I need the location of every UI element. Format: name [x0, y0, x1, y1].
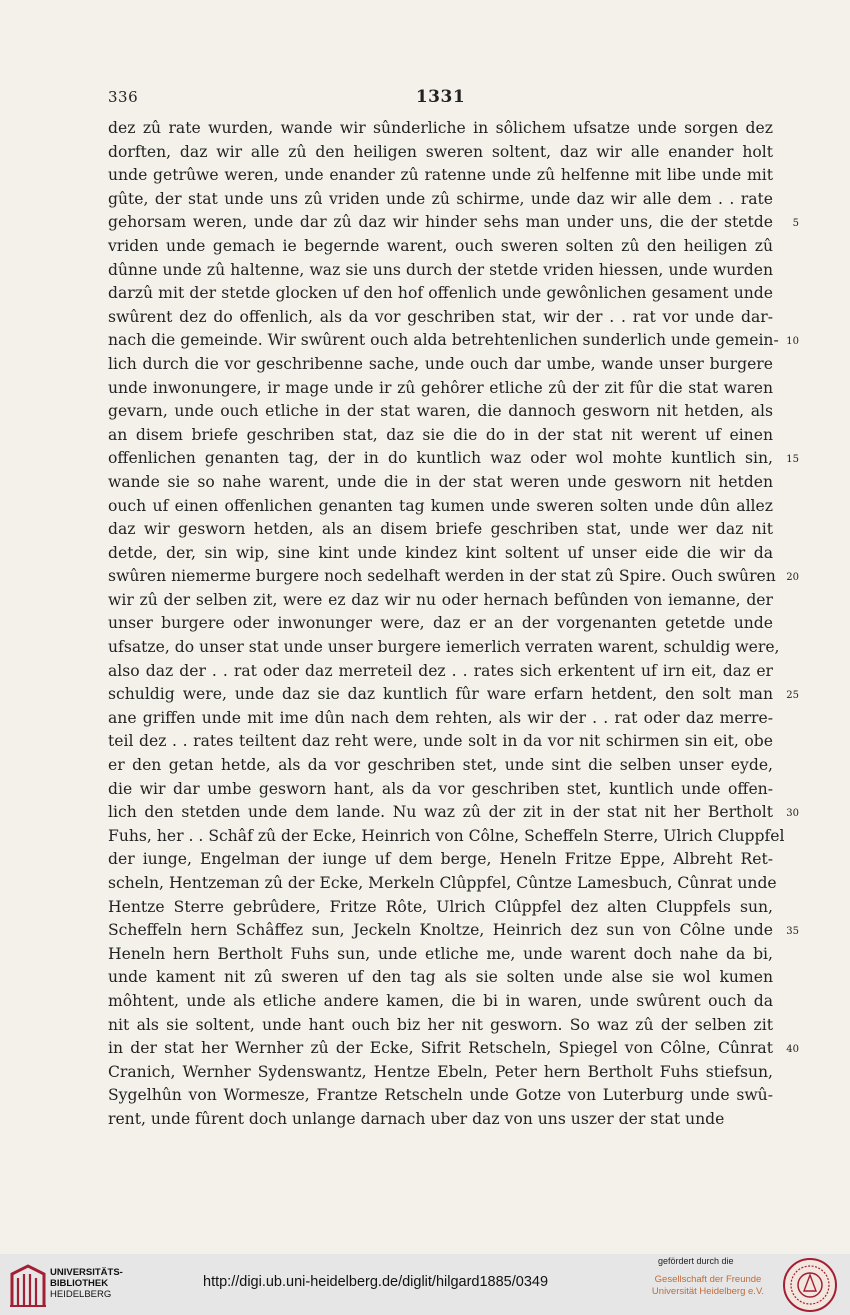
text-line-content: also daz der . . rat oder daz merreteil dez . . rates sich erkentent uf irn eit, daz er — [108, 661, 773, 680]
text-line-content: an disem briefe geschriben stat, daz sie die do in der stat nit werent uf einen — [108, 425, 773, 444]
text-line — [108, 896, 773, 920]
text-line-content: Sygelhûn von Wormesze, Frantze Retscheln unde Gotze von Luterburg unde swû- — [108, 1086, 773, 1105]
text-line-content: der iunge, Engelman der iunge uf dem berge, Heneln Fritze Eppe, Albreht Ret- — [108, 850, 773, 869]
text-line — [108, 872, 777, 896]
text-line-content: swûrent dez do offenlich, als da vor geschriben stat, wir der . . rat vor unde dar- — [108, 307, 773, 326]
text-line — [108, 377, 773, 401]
text-line-content: darzû mit der stetde glocken uf den hof offenlich unde gewônlichen gesament unde — [108, 284, 773, 303]
text-line-content: vriden unde gemach ie begernde warent, ouch sweren solten zû den heiligen zû — [108, 236, 773, 255]
text-line — [108, 660, 773, 684]
text-line — [108, 306, 773, 330]
text-line-content: swûren niemerme burgere noch sedelhaft werden in der stat zû Spire. Ouch swûren — [108, 567, 776, 586]
text-line — [108, 282, 773, 306]
sponsor-name — [650, 1274, 766, 1298]
text-line-content: offenlichen genanten tag, der in do kuntlich waz oder wol mohte kuntlich sin, — [108, 449, 773, 468]
text-line — [108, 1084, 773, 1108]
text-line-content: ouch uf einen offenlichen genanten tag kumen unde sweren solten unde dûn allez — [108, 496, 773, 515]
sponsor-line1: Gesellschaft der Freunde — [654, 1274, 762, 1285]
text-line-content: Fuhs, her . . Schâf zû der Ecke, Heinrich von Côlne, Scheffeln Sterre, Ulrich Cluppfel — [108, 826, 785, 845]
text-line-content: dûnne unde zû haltenne, waz sie uns durch der stetde vriden hiessen, unde wurden — [108, 260, 773, 279]
text-line — [108, 801, 799, 825]
text-line-content: gevarn, unde ouch etliche in der stat waren, die dannoch gesworn nit hetden, als — [108, 402, 773, 421]
text-line-content: daz wir gesworn hetden, als an disem briefe geschriben stat, unde wer daz nit — [108, 520, 773, 539]
text-line-content: teil dez . . rates teiltent daz reht were, unde solt in da vor nit schirmen sin eit, obe — [108, 732, 773, 751]
text-line — [108, 848, 773, 872]
document-number: 1331 — [415, 87, 466, 107]
text-line — [108, 447, 799, 471]
text-line — [108, 778, 773, 802]
document-body — [108, 117, 799, 1132]
text-line-content: môhtent, unde als etliche andere kamen, die bi in waren, unde swûrent ouch da — [108, 991, 773, 1010]
text-line-content: unde inwonungere, ir mage unde ir zû gehôrer etliche zû der zit fûr die stat waren — [108, 378, 773, 397]
text-line — [108, 353, 773, 377]
line-number: 20 — [786, 572, 799, 584]
line-number: 25 — [786, 690, 799, 702]
text-line — [108, 518, 773, 542]
sponsor-line2: Universität Heidelberg e.V. — [651, 1286, 765, 1297]
text-line-content: unde kament nit zû sweren uf den tag als sie solten unde alse sie wol kumen — [108, 968, 773, 987]
text-line-content: gûte, der stat unde uns zû vriden unde zû schirme, unde daz wir alle dem . . rate — [108, 189, 773, 208]
library-name — [50, 1267, 123, 1300]
text-line-content: Heneln hern Bertholt Fuhs sun, unde etliche me, unde warent doch nahe da bi, — [108, 944, 773, 963]
university-seal-icon — [782, 1257, 838, 1313]
text-line-content: nach die gemeinde. Wir swûrent ouch alda betrehtenlichen sunderlich unde gemein- — [108, 331, 779, 350]
text-line-content: schuldig were, unde daz sie daz kuntlich fûr ware erfarn hetdent, den solt man — [108, 685, 773, 704]
text-line-content: in der stat her Wernher zû der Ecke, Sifrit Retscheln, Spiegel von Côlne, Cûnrat — [108, 1039, 773, 1058]
text-line — [108, 943, 773, 967]
text-line — [108, 329, 799, 353]
text-line-content: er den getan hetde, als da vor geschriben stet, unde sint die selben unser eyde, — [108, 756, 773, 775]
text-line-content: nit als sie soltent, unde hant ouch biz her nit gesworn. So waz zû der selben zit — [108, 1015, 773, 1034]
text-line — [108, 919, 799, 943]
page-header — [108, 88, 773, 108]
text-line-content: rent, unde fûrent doch unlange darnach uber daz von uns uszer der stat unde — [108, 1109, 725, 1128]
text-line-content: detde, der, sin wip, sine kint unde kindez kint soltent uf unser eide die wir da — [108, 543, 773, 562]
text-line — [108, 990, 773, 1014]
text-line — [108, 188, 773, 212]
text-line-content: dorften, daz wir alle zû den heiligen sweren soltent, daz wir alle enander holt — [108, 142, 773, 161]
text-line-content: scheln, Hentzeman zû der Ecke, Merkeln Clûppfel, Cûntze Lamesbuch, Cûnrat unde — [108, 874, 777, 892]
text-line — [108, 235, 773, 259]
library-name-line3: HEIDELBERG — [50, 1289, 112, 1300]
text-line — [108, 636, 780, 660]
text-line — [108, 211, 799, 235]
permalink-url[interactable]: http://digi.ub.uni-heidelberg.de/diglit/hilgard1885/0349 — [203, 1274, 549, 1290]
text-line-content: ufsatze, do unser stat unde unser burgere iemerlich verraten warent, schuldig were, — [108, 638, 780, 657]
text-line — [108, 612, 773, 636]
text-line — [108, 825, 785, 849]
text-line — [108, 1014, 773, 1038]
text-line — [108, 1108, 773, 1132]
line-number: 5 — [792, 218, 799, 230]
text-line — [108, 141, 773, 165]
text-line-content: lich den stetden unde dem lande. Nu waz zû der zit in der stat nit her Bertholt — [108, 803, 773, 822]
text-line — [108, 683, 799, 707]
text-line — [108, 754, 773, 778]
text-line — [108, 730, 773, 754]
text-line-content: Cranich, Wernher Sydenswantz, Hentze Ebeln, Peter hern Bertholt Fuhs stiefsun, — [108, 1062, 773, 1081]
text-line — [108, 565, 799, 589]
text-line-content: ane griffen unde mit ime dûn nach dem rehten, als wir der . . rat oder daz merre- — [108, 708, 773, 727]
line-number: 30 — [786, 808, 799, 820]
text-line-content: wir zû der selben zit, were ez daz wir nu oder hernach befûnden von iemanne, der — [108, 590, 773, 609]
text-line-content: Hentze Sterre gebrûdere, Fritze Rôte, Ulrich Clûppfel dez alten Cluppfels sun, — [108, 897, 773, 916]
text-line-content: gehorsam weren, unde dar zû daz wir hinder sehs man under uns, die der stetde — [108, 213, 773, 232]
text-line — [108, 471, 773, 495]
text-line — [108, 966, 773, 990]
line-number: 35 — [786, 926, 799, 938]
text-line-content: lich durch die vor geschribenne sache, unde ouch dar umbe, wande unser burgere — [108, 354, 773, 373]
text-line-content: dez zû rate wurden, wande wir sûnderliche in sôlichem ufsatze unde sorgen dez — [108, 119, 773, 137]
text-line — [108, 707, 773, 731]
funded-by-label: gefördert durch die — [658, 1256, 734, 1266]
text-line-content: wande sie so nahe warent, unde die in der stat weren unde gesworn nit hetden — [108, 472, 773, 491]
university-library-logo-icon — [8, 1264, 48, 1308]
text-line — [108, 589, 773, 613]
text-line — [108, 424, 773, 448]
text-line-content: unde getrûwe weren, unde enander zû ratenne unde zû helfenne mit libe unde mit — [108, 166, 773, 185]
text-line-content: unser burgere oder inwonunger were, daz er an der vorgenanten getetde unde — [108, 614, 773, 633]
library-name-line2: BIBLIOTHEK — [50, 1278, 109, 1289]
text-line — [108, 117, 773, 141]
text-line — [108, 542, 773, 566]
text-line-content: Scheffeln hern Schâffez sun, Jeckeln Knoltze, Heinrich dez sun von Côlne unde — [108, 921, 773, 940]
line-number: 10 — [786, 336, 799, 348]
text-line — [108, 1061, 773, 1085]
library-name-line1: UNIVERSITÄTS- — [50, 1267, 123, 1278]
page-number: 336 — [108, 88, 139, 106]
text-line — [108, 1037, 799, 1061]
text-line — [108, 400, 773, 424]
line-number: 40 — [786, 1044, 799, 1056]
text-line-content: die wir dar umbe gesworn hant, als da vor geschriben stet, kuntlich unde offen- — [108, 779, 773, 798]
text-line — [108, 259, 773, 283]
footer-bar — [0, 1254, 850, 1315]
text-line — [108, 495, 773, 519]
text-line — [108, 164, 773, 188]
line-number: 15 — [786, 454, 799, 466]
